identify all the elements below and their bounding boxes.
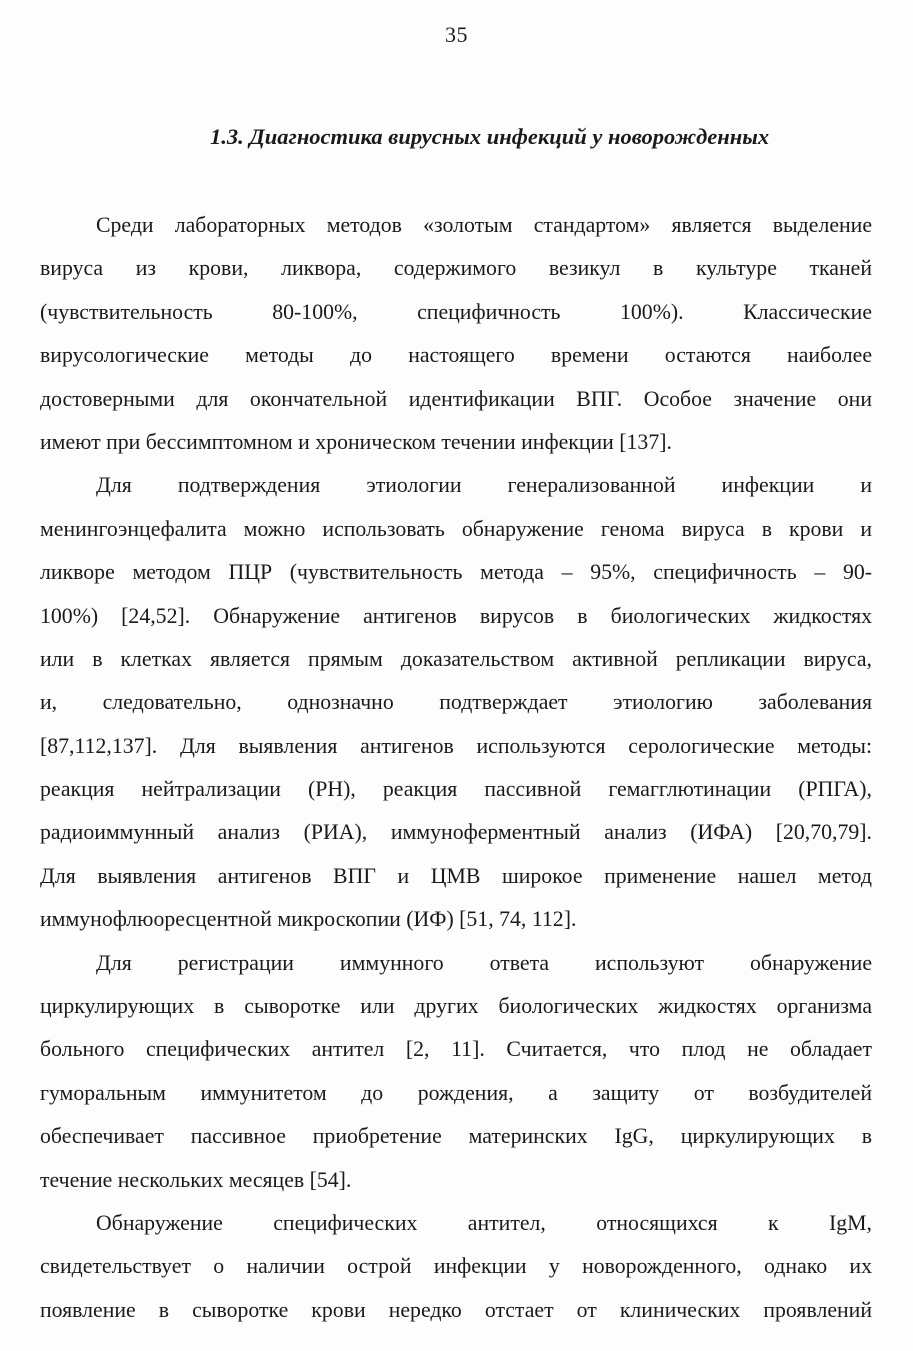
text-line: Для подтверждения этиологии генерализованной инфекции и [96, 473, 872, 498]
text-line: [87,112,137]. Для выявления антигенов используются серологические методы: [40, 733, 872, 758]
paragraph-4 [40, 1202, 872, 1332]
text-line: или в клетках является прямым доказательством активной репликации вируса, [40, 646, 872, 671]
text-line: появление в сыворотке крови нередко отстает от клинических проявлений [40, 1297, 872, 1322]
text-line: течение нескольких месяцев [54]. [40, 1167, 352, 1192]
text-line: менингоэнцефалита можно использовать обнаружение генома вируса в крови и [40, 516, 872, 541]
text-line: Для регистрации иммунного ответа используют обнаружение [96, 950, 872, 975]
text-line: обеспечивает пассивное приобретение материнских IgG, циркулирующих в [40, 1124, 872, 1149]
text-line: больного специфических антител [2, 11]. Считается, что плод не обладает [40, 1037, 872, 1062]
text-line: иммунофлюоресцентной микроскопии (ИФ) [51, 74, 112]. [40, 907, 577, 932]
section-title: 1.3. Диагностика вирусных инфекций у новорожденных [210, 124, 770, 149]
text-line: циркулирующих в сыворотке или других биологических жидкостях организма [40, 994, 872, 1019]
text-line: Для выявления антигенов ВПГ и ЦМВ широкое применение нашел метод [40, 863, 872, 888]
text-line: ликворе методом ПЦР (чувствительность метода – 95%, специфичность – 90- [40, 560, 872, 585]
body-text [40, 204, 872, 1332]
paragraph-1 [40, 204, 872, 464]
text-line: Обнаружение специфических антител, относящихся к IgM, [96, 1210, 872, 1235]
paragraph-2 [40, 464, 872, 941]
text-line: (чувствительность 80-100%, специфичность 100%). Классические [40, 299, 872, 324]
page-number: 35 [445, 22, 468, 47]
text-line: вирусологические методы до настоящего времени остаются наиболее [40, 343, 872, 368]
text-line: радиоиммунный анализ (РИА), иммуноферментный анализ (ИФА) [20,70,79]. [40, 820, 872, 845]
text-line: имеют при бессимптомном и хроническом течении инфекции [137]. [40, 429, 672, 454]
text-line: 100%) [24,52]. Обнаружение антигенов вирусов в биологических жидкостях [40, 603, 872, 628]
text-line: и, следовательно, однозначно подтверждает этиологию заболевания [40, 690, 872, 715]
text-line: Среди лабораторных методов «золотым стандартом» является выделение [96, 213, 872, 237]
text-line: вируса из крови, ликвора, содержимого везикул в культуре тканей [40, 256, 872, 281]
paragraph-3 [40, 942, 872, 1202]
text-line: достоверными для окончательной идентификации ВПГ. Особое значение они [40, 386, 872, 411]
text-line: реакция нейтрализации (РН), реакция пассивной гемагглютинации (РПГА), [40, 777, 872, 802]
text-line: гуморальным иммунитетом до рождения, а защиту от возбудителей [40, 1080, 872, 1105]
text-line: свидетельствует о наличии острой инфекции у новорожденного, однако их [40, 1254, 872, 1279]
